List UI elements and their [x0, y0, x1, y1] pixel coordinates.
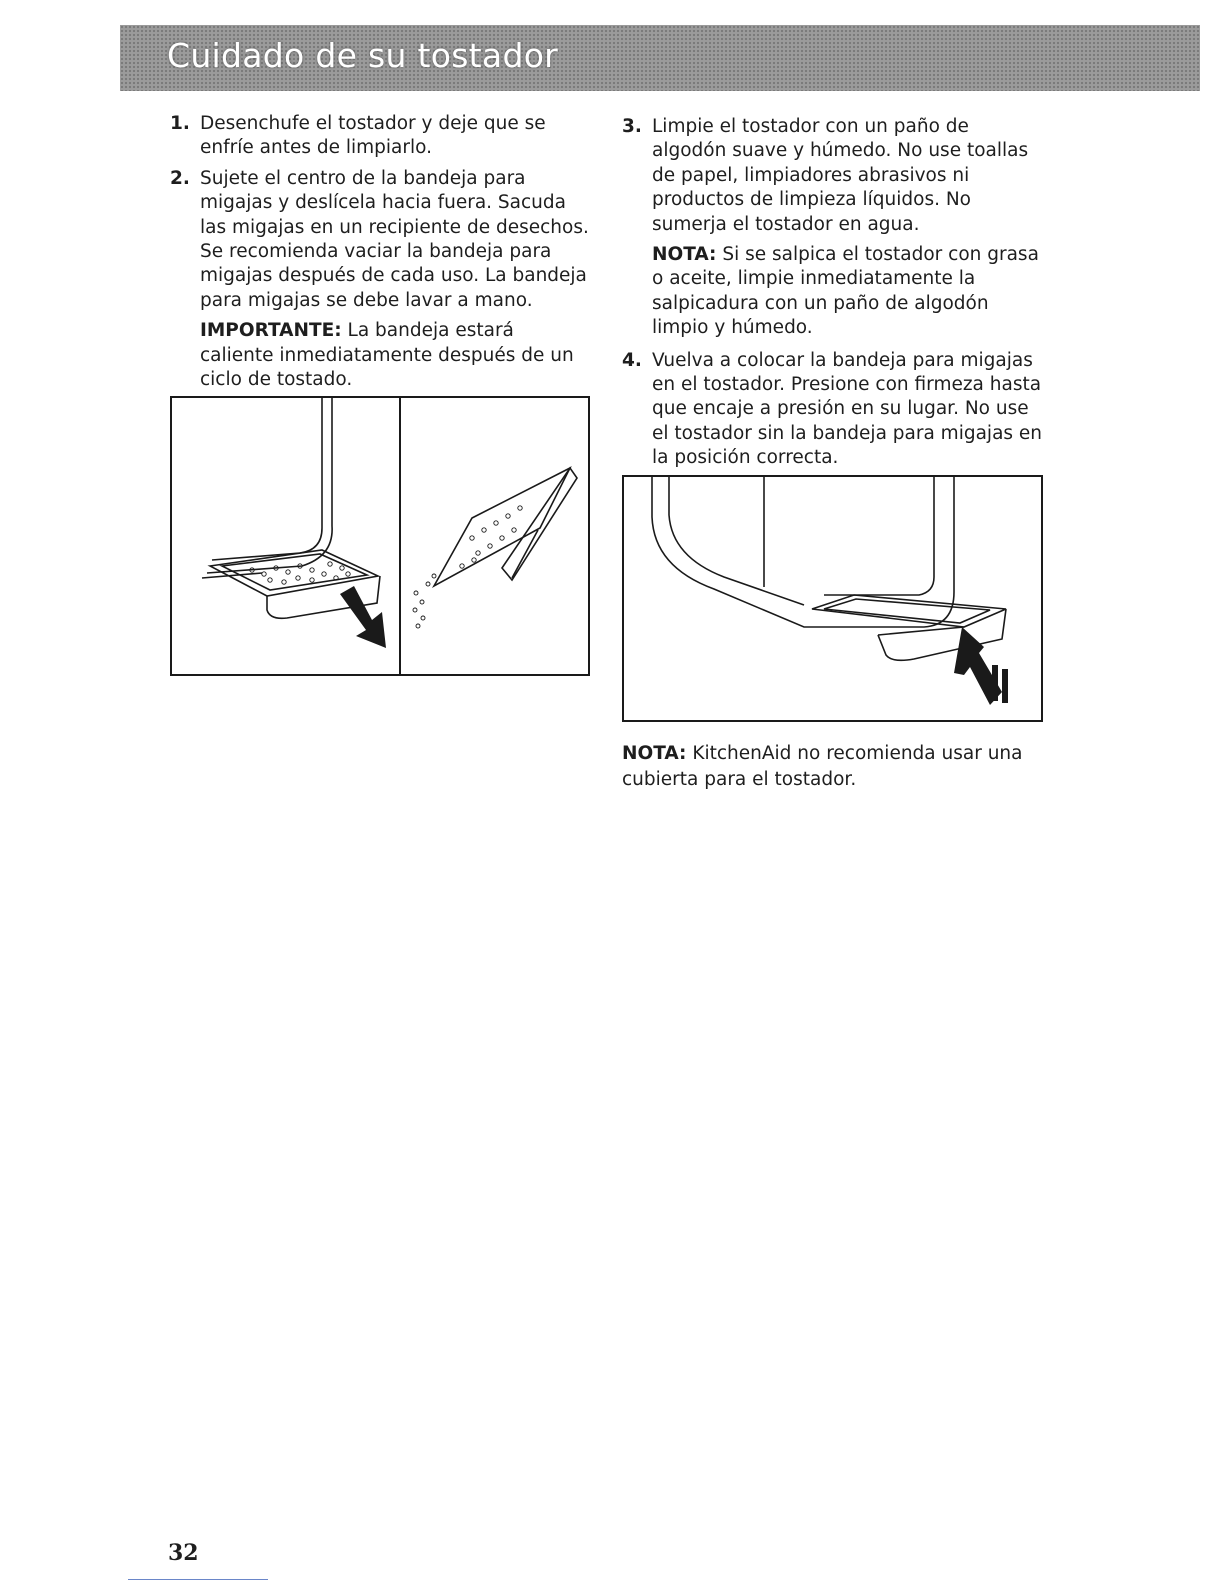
note-text: KitchenAid no recomienda usar una cubierta para el tostador.: [622, 743, 1023, 790]
step-text: Sujete el centro de la bandeja para migajas y deslícela hacia fuera. Sacuda las migajas en un recipiente de desechos. Se recomienda vaciar la bandeja para migajas después de cada uso. La bandeja para migajas se debe lavar a mano.: [200, 167, 589, 311]
step-1: [170, 112, 590, 161]
important-text: La bandeja estará caliente inmediatamente después de un ciclo de tostado.: [200, 320, 574, 391]
crumb-tray-removal-figure: [170, 396, 590, 676]
footer-rule: [128, 1579, 268, 1580]
tray-insertion-illustration: [624, 477, 1041, 720]
important-note: [200, 319, 590, 392]
header-banner: [120, 25, 1200, 91]
step-text: Limpie el tostador con un paño de algodón suave y húmedo. No use toallas de papel, limpiadores abrasivos ni productos de limpieza líquidos. No sumerja el tostador en agua.: [652, 116, 1029, 235]
right-column: [622, 115, 1047, 477]
step-number: 4.: [622, 349, 642, 371]
note-text: Si se salpica el tostador con grasa o aceite, limpie inmediatamente la salpicadura con un paño de algodón limpio y húmedo.: [652, 244, 1039, 339]
step-2: [170, 167, 590, 313]
step-3: [622, 115, 1047, 237]
crumb-tray-insertion-figure: [622, 475, 1043, 722]
important-label: IMPORTANTE:: [200, 320, 342, 342]
step-number: 2.: [170, 167, 190, 189]
tray-removal-illustration: [172, 398, 588, 674]
step-text: Vuelva a colocar la bandeja para migajas en el tostador. Presione con firmeza hasta que encaje a presión en su lugar. No use el tostador sin la bandeja para migajas en la posición correcta.: [652, 349, 1043, 469]
step-4: [622, 349, 1047, 471]
page-number: 32: [168, 1540, 199, 1566]
left-column: [170, 112, 590, 400]
step-text: Desenchufe el tostador y deje que se enfríe antes de limpiarlo.: [200, 113, 546, 159]
page-title: Cuidado de su tostador: [167, 36, 559, 75]
note-label: NOTA:: [622, 743, 687, 764]
step-number: 3.: [622, 116, 642, 137]
step-number: 1.: [170, 113, 190, 134]
grease-note: [652, 243, 1047, 341]
cover-note: [622, 741, 1047, 793]
note-label: NOTA:: [652, 244, 717, 266]
